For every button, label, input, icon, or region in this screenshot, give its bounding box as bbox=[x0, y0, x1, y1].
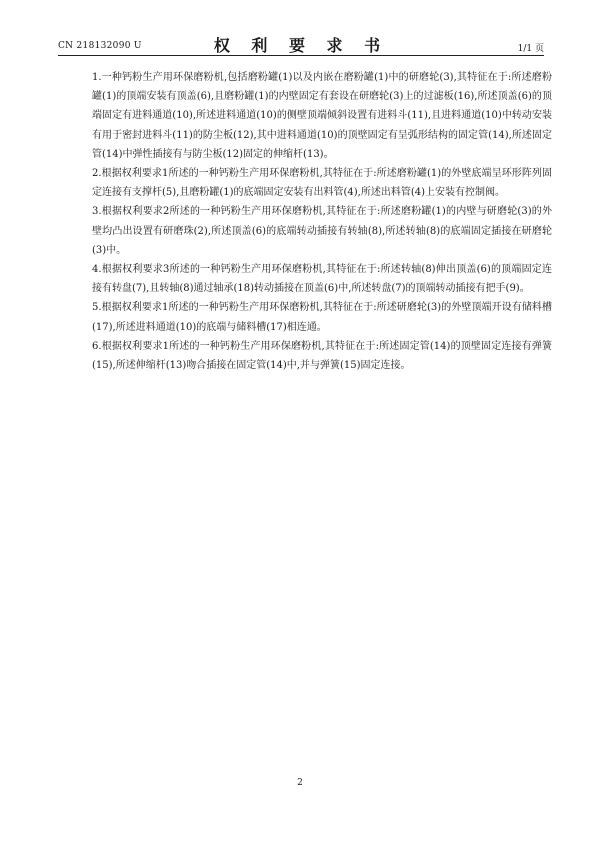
claim-4: 4.根据权利要求3所述的一种钙粉生产用环保磨粉机,其特征在于:所述转轴(8)伸出顶盖(6)的顶端固定连接有转盘(7),且转轴(8)通过轴承(18)转动插接在顶盖(6)中,所述转盘(7)的顶端转动插接有把手(9)。 bbox=[92, 264, 552, 295]
claim-3: 3.根据权利要求2所述的一种钙粉生产用环保磨粉机,其特征在于:所述磨粉罐(1)的内壁与研磨轮(3)的外壁均凸出设置有研磨珠(2),所述顶盖(6)的底端转动插接有转轴(8),所述转轴(8)的底端固定插接在研磨轮(3)中。 bbox=[92, 206, 552, 256]
claim-5: 5.根据权利要求1所述的一种钙粉生产用环保磨粉机,其特征在于:所述研磨轮(3)的外壁顶端开设有储料槽(17),所述进料通道(10)的底端与储料槽(17)相连通。 bbox=[92, 302, 552, 333]
claim-2: 2.根据权利要求1所述的一种钙粉生产用环保磨粉机,其特征在于:所述磨粉罐(1)的外壁底端呈环形阵列固定连接有支撑杆(5),且磨粉罐(1)的底端固定安装有出料管(4),所述出料管(4)上安装有控制阀。 bbox=[92, 168, 552, 199]
claims-body bbox=[92, 68, 552, 375]
document-title: 权 利 要 求 书 bbox=[213, 36, 389, 55]
claim-1: 1.一种钙粉生产用环保磨粉机,包括磨粉罐(1)以及内嵌在磨粉罐(1)中的研磨轮(3),其特征在于:所述磨粉罐(1)的顶端安装有顶盖(6),且磨粉罐(1)的内壁固定有套设在研磨轮(3)上的过滤板(16),所述顶盖(6)的顶端固定有进料通道(10),所述进料通道(10)的侧壁顶端倾斜设置有进料斗(11),且进料通道(10)中转动安装有用于密封进料斗(11)的防尘板(12),其中进料通道(10)的顶壁固定有呈弧形结构的固定管(14),所述固定管(14)中弹性插接有与防尘板(12)固定的伸缩杆(13)。 bbox=[92, 72, 552, 160]
claim-6: 6.根据权利要求1所述的一种钙粉生产用环保磨粉机,其特征在于:所述固定管(14)的顶壁固定连接有弹簧(15),所述伸缩杆(13)吻合插接在固定管(14)中,并与弹簧(15)固定连接。 bbox=[92, 340, 552, 372]
page-info: 1/1 页 bbox=[517, 44, 544, 54]
header-divider bbox=[58, 55, 544, 56]
page-number: 2 bbox=[297, 778, 303, 788]
publication-number: CN 218132090 U bbox=[58, 41, 142, 51]
page-header bbox=[58, 32, 544, 56]
